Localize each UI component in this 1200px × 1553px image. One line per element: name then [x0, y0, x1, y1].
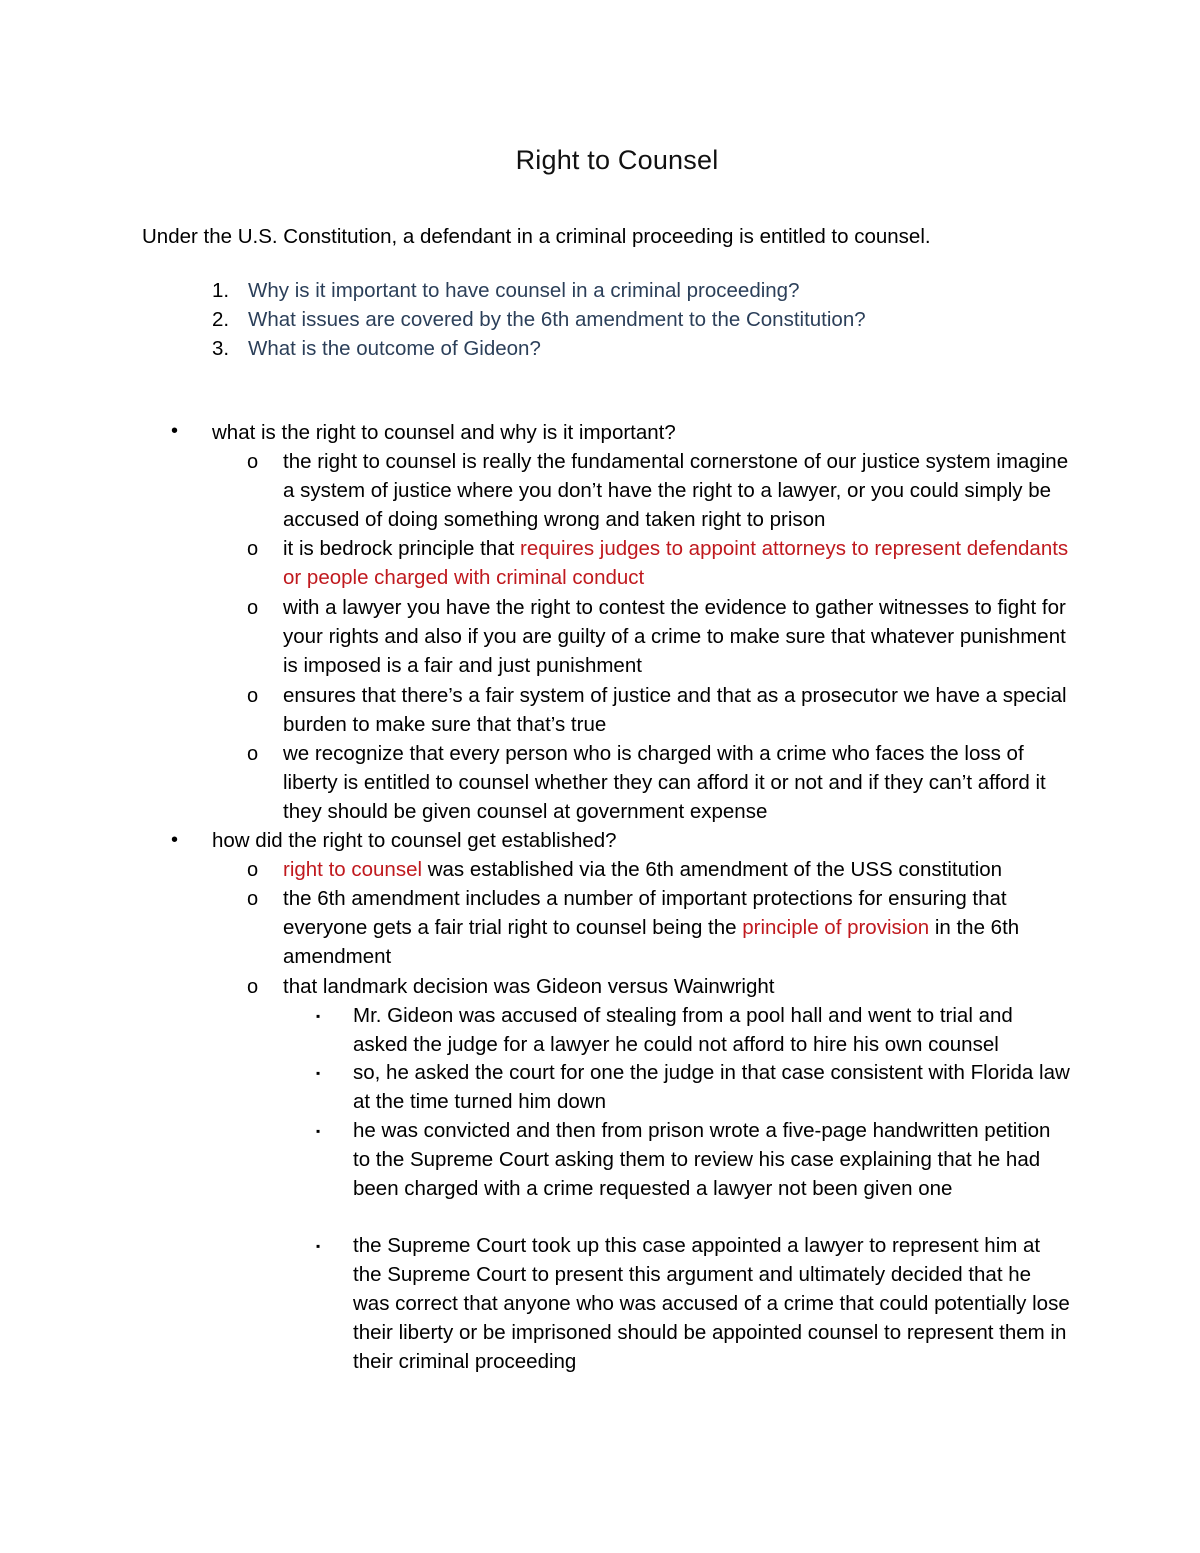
sub-bullet-marker: o — [247, 976, 259, 998]
highlighted-text: right to counsel — [283, 858, 423, 881]
square-bullet-marker: ▪ — [316, 1009, 321, 1023]
sub-bullet-marker: o — [247, 597, 259, 619]
list-item: ensures that there’s a fair system of justice and that as a prosecutor we have a special burden to make sure that that’s true — [283, 684, 1067, 736]
question-number: 3. — [212, 337, 230, 360]
bullet-marker: • — [171, 829, 179, 851]
item-text: it is bedrock principle that — [283, 537, 521, 560]
section-heading: how did the right to counsel get established? — [212, 829, 617, 852]
sub-bullet-marker: o — [247, 685, 259, 707]
list-item — [283, 855, 1073, 884]
question-text: What is the outcome of Gideon? — [248, 337, 541, 360]
sub-bullet-marker: o — [247, 743, 259, 765]
item-text: was established via the 6th amendment of the USS constitution — [422, 858, 1003, 881]
square-bullet-marker: ▪ — [316, 1124, 321, 1138]
square-bullet-marker: ▪ — [316, 1239, 321, 1253]
document-title: Right to Counsel — [515, 145, 719, 175]
list-item — [283, 884, 1073, 971]
list-item: with a lawyer you have the right to contest the evidence to gather witnesses to fight for your rights and also if you are guilty of a crime to make sure that whatever punishment is imposed is a fair and just punishment — [283, 596, 1066, 677]
section-heading: what is the right to counsel and why is it important? — [212, 421, 676, 444]
nested-list-item: the Supreme Court took up this case appointed a lawyer to represent him at the Supreme Court to present this argument and ultimately decided that he was correct that anyone who was accused of a crime that could potentially lose their liberty or be imprisoned should be appointed counsel to represent them in their criminal proceeding — [353, 1234, 1070, 1373]
highlighted-text: principle of provision — [742, 916, 930, 939]
nested-list-item: Mr. Gideon was accused of stealing from a pool hall and went to trial and asked the judge for a lawyer he could not afford to hire his own counsel — [353, 1004, 1013, 1056]
question-number: 1. — [212, 279, 230, 302]
list-item: we recognize that every person who is charged with a crime who faces the loss of liberty is entitled to counsel whether they can afford it or not and if they can’t afford it they should be given counsel at government expense — [283, 742, 1046, 823]
bullet-marker: • — [171, 420, 179, 442]
sub-bullet-marker: o — [247, 888, 259, 910]
intro-paragraph: Under the U.S. Constitution, a defendant in a criminal proceeding is entitled to counsel. — [142, 225, 931, 248]
list-item: that landmark decision was Gideon versus Wainwright — [283, 975, 775, 998]
question-text: Why is it important to have counsel in a criminal proceeding? — [248, 279, 800, 302]
nested-list-item: he was convicted and then from prison wrote a five-page handwritten petition to the Supreme Court asking them to review his case explaining that he had been charged with a crime requested a lawyer not been given one — [353, 1119, 1051, 1200]
item-text: the 6th amendment includes a number of important protections for ensuring that everyone gets a fair trial right to counsel being the — [283, 887, 1007, 939]
square-bullet-marker: ▪ — [316, 1066, 321, 1080]
sub-bullet-marker: o — [247, 859, 259, 881]
question-text: What issues are covered by the 6th amendment to the Constitution? — [248, 308, 866, 331]
list-item — [283, 534, 1073, 592]
highlighted-text: requires judges to appoint attorneys to represent defendants or people charged with criminal conduct — [283, 537, 1069, 589]
nested-list-item: so, he asked the court for one the judge in that case consistent with Florida law at the time turned him down — [353, 1061, 1070, 1113]
sub-bullet-marker: o — [247, 451, 259, 473]
sub-bullet-marker: o — [247, 538, 259, 560]
item-text: in the 6th amendment — [283, 916, 1020, 968]
question-number: 2. — [212, 308, 230, 331]
list-item: the right to counsel is really the fundamental cornerstone of our justice system imagine a system of justice where you don’t have the right to a lawyer, or you could simply be accused of doing something wrong and taken right to prison — [283, 450, 1069, 531]
